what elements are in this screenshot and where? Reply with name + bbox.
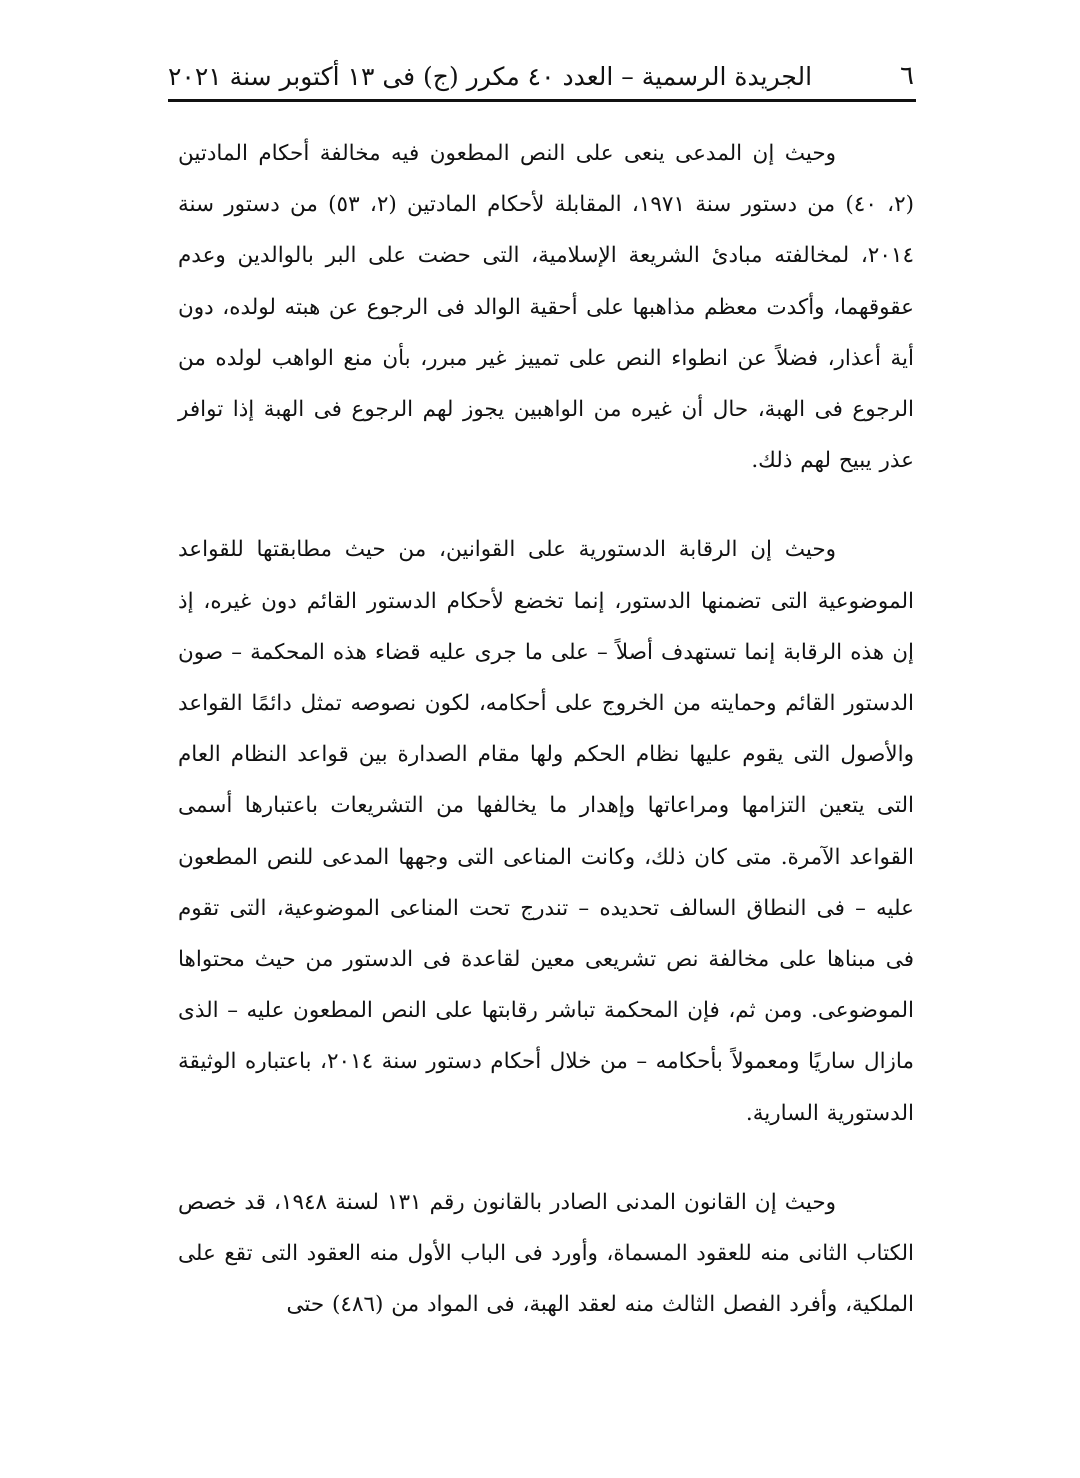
- paragraph-2: وحيث إن الرقابة الدستورية على القوانين، من حيث مطابقتها للقواعد الموضوعية التى تضمنها الدستور، إنما تخضع لأحكام الدستور القائم دون غيره، إذ إن هذه الرقابة إنما تستهدف أصلاً – على ما جرى عليه قضاء هذه المحكمة – صون الدستور القائم وحمايته من الخروج على أحكامه، لكون نصوصه تمثل دائمًا القواعد والأصول التى يقوم عليها نظام الحكم ولها مقام الصدارة بين قواعد النظام العام التى يتعين التزامها ومراعاتها وإهدار ما يخالفها من التشريعات باعتبارها أسمى القواعد الآمرة. متى كان ذلك، وكانت المناعى التى وجهها المدعى للنص المطعون عليه – فى النطاق السالف تحديده – تندرج تحت المناعى الموضوعية، التى تقوم فى مبناها على مخالفة نص تشريعى معين لقاعدة فى الدستور من حيث محتواها الموضوعى. ومن ثم، فإن المحكمة تباشر رقابتها على النص المطعون عليه – الذى مازال ساريًا ومعمولاً بأحكامه – من خلال أحكام دستور سنة ٢٠١٤، باعتباره الوثيقة الدستورية السارية.: [178, 537, 915, 1126]
- page-number: ٦: [900, 61, 914, 91]
- document-body: [178, 128, 914, 1330]
- paragraph-3: وحيث إن القانون المدنى الصادر بالقانون رقم ١٣١ لسنة ١٩٤٨، قد خصص الكتاب الثانى منه للعقود المسماة، وأورد فى الباب الأول منه العقود التى تقع على الملكية، وأفرد الفصل الثالث منه لعقد الهبة، فى المواد من (٤٨٦) حتى: [178, 1189, 914, 1318]
- paragraph-1: وحيث إن المدعى ينعى على النص المطعون فيه مخالفة أحكام المادتين (٢، ٤٠) من دستور سنة ١٩٧١، المقابلة لأحكام المادتين (٢، ٥٣) من دستور سنة ٢٠١٤، لمخالفته مبادئ الشريعة الإسلامية، التى حضت على البر بالوالدين وعدم عقوقهما، وأكدت معظم مذاهبها على أحقية الوالد فى الرجوع عن هبته لولده، دون أية أعذار، فضلاً عن انطواء النص على تمييز غير مبرر، بأن منع الواهب لولده من الرجوع فى الهبة، حال أن غيره من الواهبين يجوز لهم الرجوع فى الهبة إذا توافر عذر يبيح لهم ذلك.: [178, 141, 915, 474]
- header-divider: [168, 99, 916, 102]
- gazette-title: الجريدة الرسمية – العدد ٤٠ مكرر (ج) فى ١٣ أكتوبر سنة ٢٠٢١: [168, 61, 813, 91]
- page-header: [168, 52, 916, 100]
